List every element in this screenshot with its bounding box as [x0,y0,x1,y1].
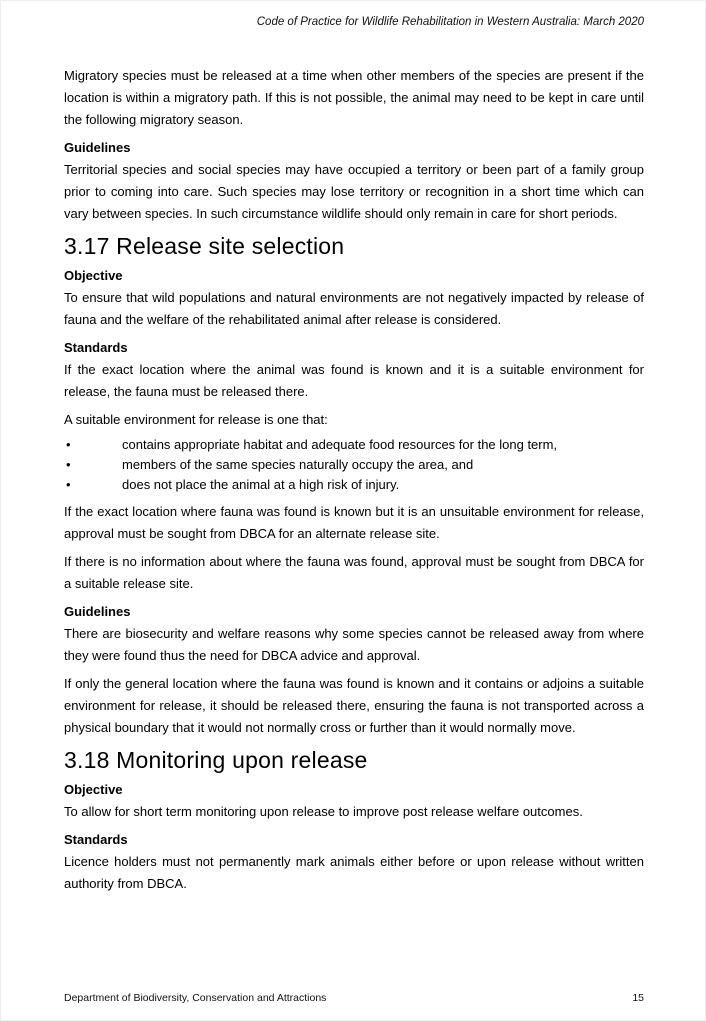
paragraph-objective-3-17: To ensure that wild populations and natural environments are not negatively impacted by release of fauna and the welfare of the rehabilitated animal after release is considered. [64,290,644,327]
list-item-text: does not place the animal at a high risk of injury. [122,477,400,492]
paragraph-suitable-environment-intro: A suitable environment for release is one that: [64,412,328,427]
bullet-icon: • [66,477,71,492]
list-item [64,455,644,475]
paragraph-objective-3-18: To allow for short term monitoring upon release to improve post release welfare outcomes. [64,804,583,819]
paragraph-unsuitable-environment: If the exact location where fauna was found is known but it is an unsuitable environment for release, approval must be sought from DBCA for an alternate release site. [64,504,644,541]
heading-objective-3-17: Objective [64,268,123,283]
bullet-icon: • [66,437,71,452]
list-item [64,475,644,495]
heading-guidelines-migratory: Guidelines [64,140,131,155]
running-header-title: Code of Practice for Wildlife Rehabilitation in Western Australia: March 2020 [256,16,644,28]
paragraph-no-information: If there is no information about where the fauna was found, approval must be sought from DBCA for a suitable release site. [64,554,644,591]
heading-guidelines-3-17: Guidelines [64,604,131,619]
page-footer [64,992,644,1004]
page-content [64,65,644,895]
heading-objective-3-18: Objective [64,782,123,797]
bullet-icon: • [66,457,71,472]
list-item-text: members of the same species naturally occupy the area, and [122,457,474,472]
paragraph-exact-location-suitable: If the exact location where the animal was found is known and it is a suitable environment for release, the fauna must be released there. [64,362,644,399]
paragraph-territorial-species: Territorial species and social species may have occupied a territory or been part of a family group prior to coming into care. Such species may lose territory or recognition in a short time which can vary between species. In such circumstance wildlife should only remain in care for short periods. [64,162,644,221]
heading-standards-3-18: Standards [64,832,128,847]
paragraph-general-location: If only the general location where the fauna was found is known and it contains or adjoins a suitable environment for release, it should be released there, ensuring the fauna is not transported across a physical boundary that it would not normally cross or further than it would normally move. [64,676,644,735]
section-heading-3-17: 3.17 Release site selection [64,233,345,259]
footer-page-number: 15 [632,992,644,1004]
release-criteria-list [64,435,644,495]
section-heading-3-18: 3.18 Monitoring upon release [64,747,368,773]
paragraph-biosecurity-reasons: There are biosecurity and welfare reasons why some species cannot be released away from where they were found thus the need for DBCA advice and approval. [64,626,644,663]
footer-department-name: Department of Biodiversity, Conservation and Attractions [64,992,327,1004]
paragraph-licence-holders-marking: Licence holders must not permanently mark animals either before or upon release without written authority from DBCA. [64,854,644,891]
heading-standards-3-17: Standards [64,340,128,355]
paragraph-migratory-release: Migratory species must be released at a time when other members of the species are present if the location is within a migratory path. If this is not possible, the animal may need to be kept in care until the following migratory season. [64,68,644,127]
list-item [64,435,644,455]
list-item-text: contains appropriate habitat and adequate food resources for the long term, [122,437,558,452]
